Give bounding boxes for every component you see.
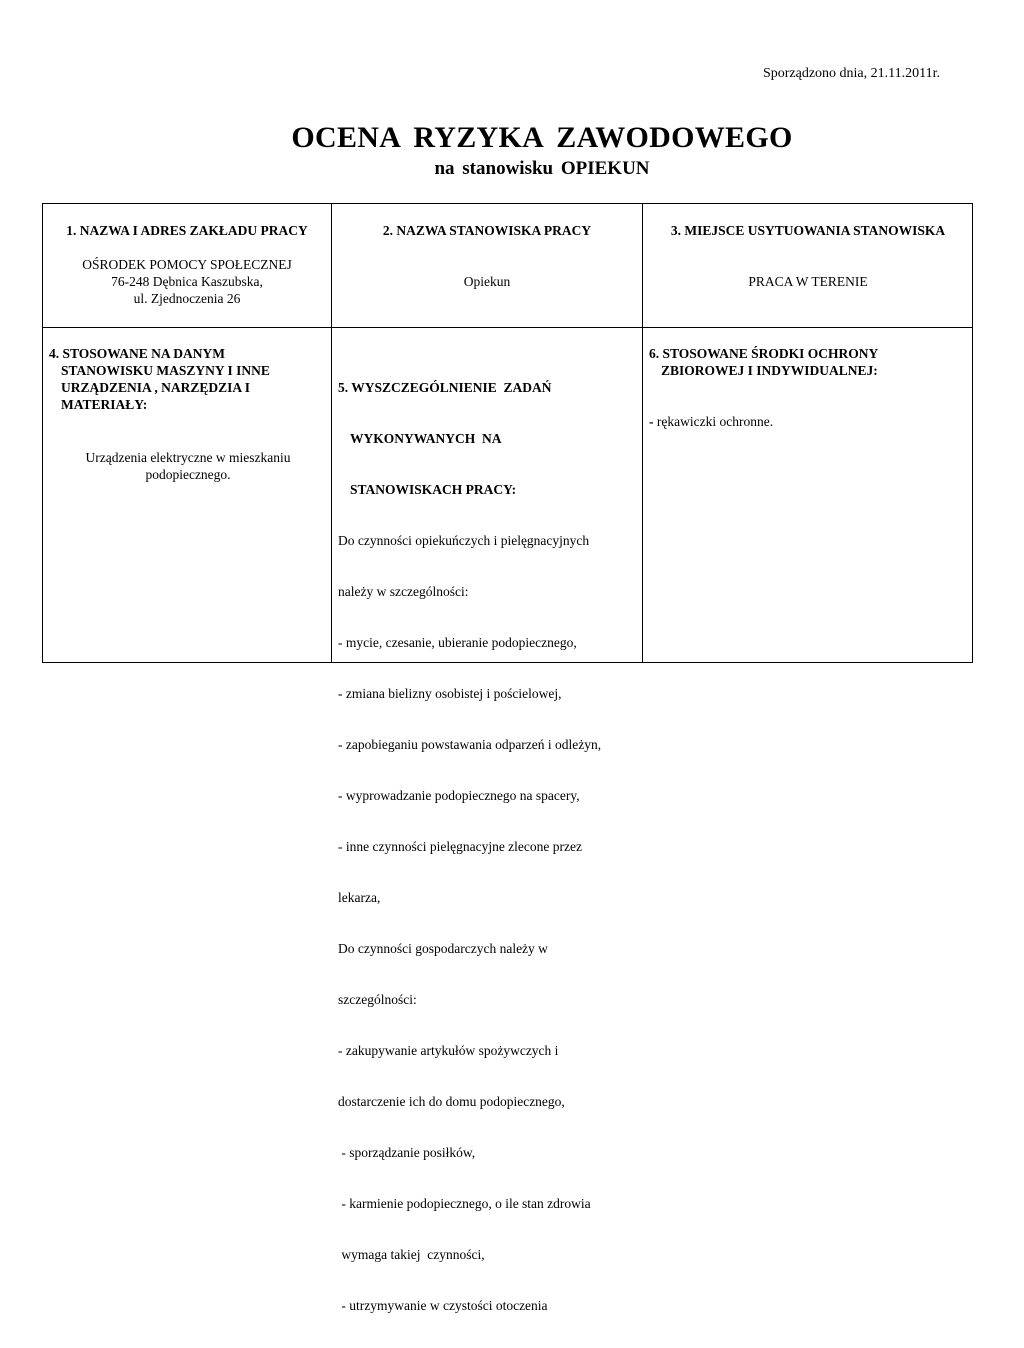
task-line: - utrzymywanie w czystości otoczenia xyxy=(338,1298,548,1313)
cell-position-header: 2. NAZWA STANOWISKA PRACY xyxy=(382,223,592,238)
protection-item-text: rękawiczki ochronne. xyxy=(653,414,774,429)
task-line: - zmiana bielizny osobistej i pościelowej, xyxy=(338,686,562,701)
task-line: wymaga takiej czynności, xyxy=(338,1247,485,1262)
cell-equipment-header-2: STANOWISKU MASZYNY I INNE xyxy=(61,363,270,378)
position-value: Opiekun xyxy=(463,274,511,289)
document-date: Sporządzono dnia, 21.11.2011r. xyxy=(762,66,940,81)
task-line: - mycie, czesanie, ubieranie podopiecznego, xyxy=(338,635,577,650)
workplace-street: ul. Zjednoczenia 26 xyxy=(133,291,241,306)
task-line: Do czynności gospodarczych należy w xyxy=(338,941,548,956)
equipment-line-2: podopiecznego. xyxy=(145,467,231,482)
task-line: dostarczenie ich do domu podopiecznego, xyxy=(338,1094,565,1109)
protection-item xyxy=(649,413,969,430)
cell-equipment xyxy=(49,345,327,483)
cell-protection-header-2: ZBIOROWEJ I INDYWIDUALNEJ: xyxy=(661,363,878,378)
risk-assessment-table xyxy=(42,203,973,1313)
task-line: szczególności: xyxy=(338,992,417,1007)
cell-tasks-header-2: WYKONYWANYCH NA xyxy=(350,431,502,446)
task-line: - zakupywanie artykułów spożywczych i xyxy=(338,1043,559,1058)
cell-workplace-header: 1. NAZWA I ADRES ZAKŁADU PRACY xyxy=(66,223,308,238)
equipment-line-1: Urządzenia elektryczne w mieszkaniu xyxy=(85,450,291,465)
task-line: lekarza, xyxy=(338,890,381,905)
row-divider xyxy=(43,327,972,328)
cell-equipment-header-4: MATERIAŁY: xyxy=(61,397,148,412)
cell-position xyxy=(332,222,642,290)
cell-location xyxy=(643,222,973,290)
task-line: Do czynności opiekuńczych i pielęgnacyjnych xyxy=(338,533,590,548)
task-line: - sporządzanie posiłków, xyxy=(338,1145,476,1160)
workplace-name: OŚRODEK POMOCY SPOŁECZNEJ xyxy=(82,257,292,272)
cell-tasks-header-1: 5. WYSZCZEGÓLNIENIE ZADAŃ xyxy=(338,380,552,395)
task-line: - inne czynności pielęgnacyjne zlecone przez xyxy=(338,839,582,854)
task-line: należy w szczególności: xyxy=(338,584,469,599)
task-line: - wyprowadzanie podopiecznego na spacery, xyxy=(338,788,580,803)
location-value: PRACA W TERENIE xyxy=(748,274,868,289)
cell-protection-header-1: 6. STOSOWANE ŚRODKI OCHRONY xyxy=(649,346,879,361)
cell-equipment-header-3: URZĄDZENIA , NARZĘDZIA I xyxy=(61,380,251,395)
cell-workplace xyxy=(43,222,331,307)
cell-equipment-header-1: 4. STOSOWANE NA DANYM xyxy=(49,346,226,361)
task-line: - karmienie podopiecznego, o ile stan zdrowia xyxy=(338,1196,591,1211)
cell-tasks xyxy=(338,345,638,1348)
document-title: OCENA RYZYKA ZAWODOWEGO xyxy=(291,121,793,154)
workplace-city: 76-248 Dębnica Kaszubska, xyxy=(111,274,263,289)
cell-protection xyxy=(649,345,969,430)
task-line: - zapobieganiu powstawania odparzeń i odleżyn, xyxy=(338,737,602,752)
document-subtitle: na stanowisku OPIEKUN xyxy=(434,158,650,179)
cell-tasks-header-3: STANOWISKACH PRACY: xyxy=(350,482,517,497)
protection-item-dash: - xyxy=(649,414,654,429)
cell-location-header: 3. MIEJSCE USYTUOWANIA STANOWISKA xyxy=(670,223,946,238)
